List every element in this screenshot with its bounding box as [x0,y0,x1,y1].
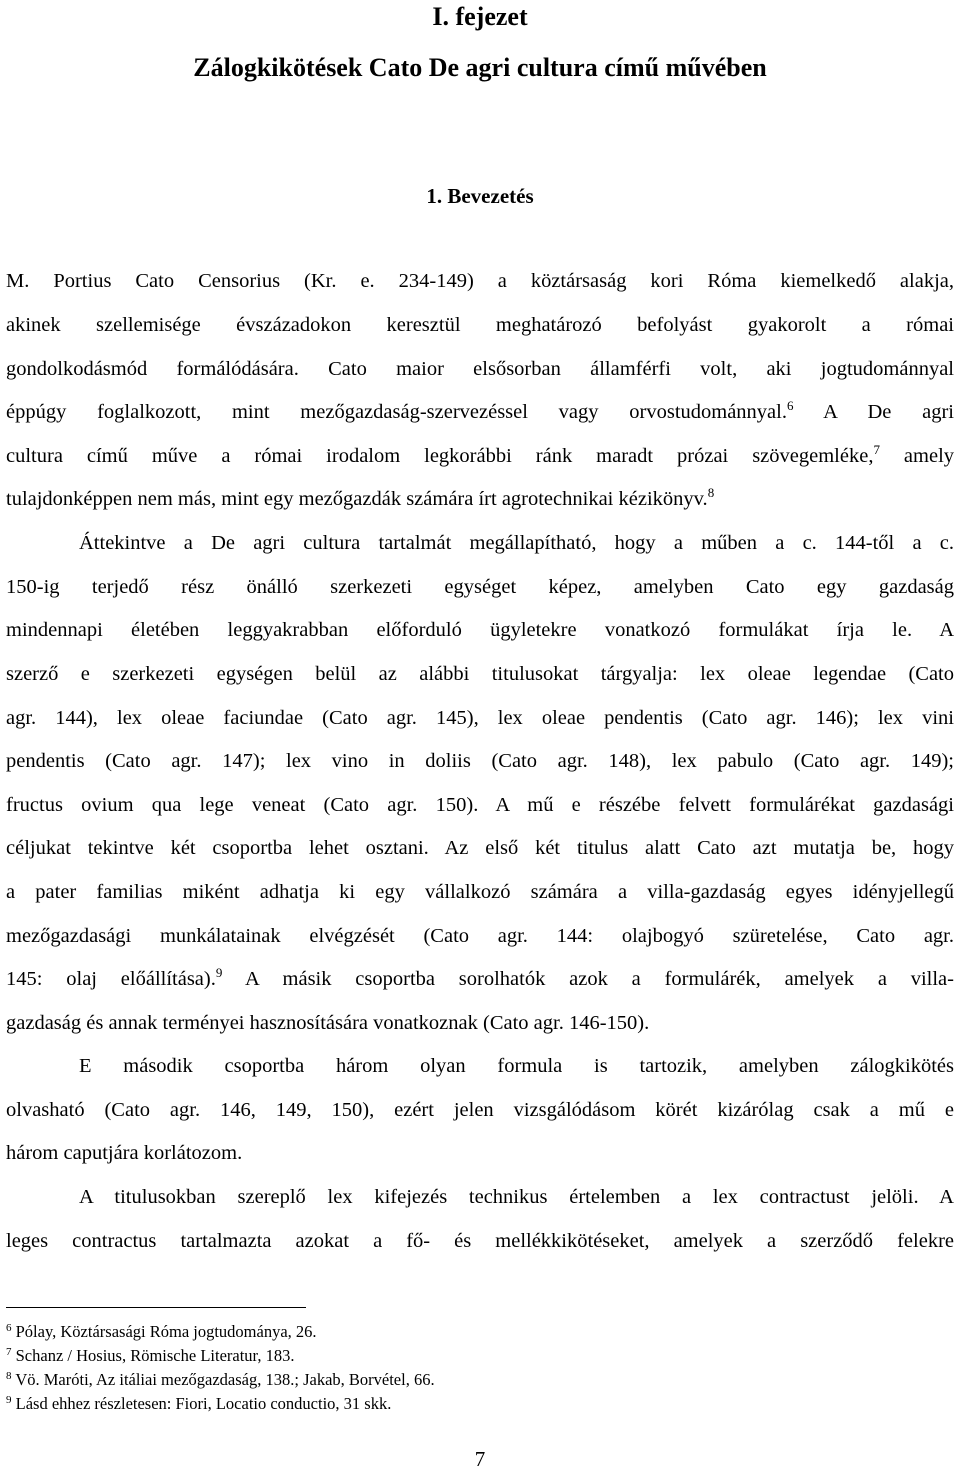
chapter-title: Zálogkikötések Cato De agri cultura című művében [193,53,767,82]
footnote-ref: 7 [873,442,880,457]
footnote-separator [6,1307,306,1308]
footnote-text: Vö. Maróti, Az itáliai mezőgazdaság, 138.; Jakab, Borvétel, 66. [15,1370,435,1389]
body-line: E második csoportba három olyan formula is tartozik, amelyben zálogkikötés [79,1055,954,1077]
footnote [6,1322,317,1342]
body-line: három caputjára korlátozom. [6,1142,243,1164]
footnote-ref: 6 [786,398,794,413]
body-segment: 145: olaj előállítása). [6,968,216,990]
body-line: akinek szellemisége évszázadokon keresztül meghatározó befolyást gyakorolt a római [6,314,954,336]
footnote [6,1346,295,1366]
body-line: szerző e szerkezeti egységen belül az alábbi titulusokat tárgyalja: lex oleae legendae (Cato [6,663,954,685]
body-line: leges contractus tartalmazta azokat a fő- és mellékkikötéseket, amelyek a szerződő felekre [6,1230,954,1252]
footnote-ref: 9 [215,965,223,980]
body-segment: éppúgy foglalkozott, mint mezőgazdaság-szervezéssel vagy orvostudománnyal. [6,401,787,423]
body-line: mezőgazdasági munkálatainak elvégzését (Cato agr. 144: olajbogyó szüretelése, Cato agr. [6,925,954,947]
footnote [6,1370,435,1390]
body-segment: amely [903,445,955,467]
footnote-text: Schanz / Hosius, Römische Literatur, 183. [15,1346,295,1365]
body-line [6,443,954,469]
footnote-number: 8 [6,1370,12,1382]
footnote-text: Lásd ehhez részletesen: Fiori, Locatio conductio, 31 skk. [15,1394,392,1413]
body-line: A titulusokban szereplő lex kifejezés technikus értelemben a lex contractust jelöli. A [79,1186,954,1208]
footnote-number: 7 [6,1346,12,1358]
body-segment: A De agri [823,401,955,423]
body-line: 150-ig terjedő rész önálló szerkezeti egységet képez, amelyben Cato egy gazdaság [6,576,954,598]
body-line: pendentis (Cato agr. 147); lex vino in doliis (Cato agr. 148), lex pabulo (Cato agr. 149); [6,750,954,772]
body-line: fructus ovium qua lege veneat (Cato agr. 150). A mű e részébe felvett formulárékat gazdasági [6,794,954,816]
body-line: olvasható (Cato agr. 146, 149, 150), ezért jelen vizsgálódásom körét kizárólag csak a mű e [6,1099,954,1121]
footnote-number: 9 [6,1394,12,1406]
body-line: gazdaság és annak terményei hasznosítására vonatkoznak (Cato agr. 146-150). [6,1012,650,1034]
body-segment: tulajdonképpen nem más, mint egy mezőgazdák számára írt agrotechnikai kézikönyv. [6,488,708,510]
body-line [6,486,954,512]
body-line: gondolkodásmód formálódására. Cato maior elsősorban államférfi volt, aki jogtudománnyal [6,358,954,380]
chapter-number: I. fejezet [432,2,528,31]
body-line: agr. 144), lex oleae faciundae (Cato agr. 145), lex oleae pendentis (Cato agr. 146); lex vini [6,707,954,729]
body-line [6,966,954,992]
body-segment: A másik csoportba sorolhatók azok a formulárék, amelyek a villa- [245,968,954,990]
body-line: céljukat tekintve két csoportba lehet osztani. Az első két titulus alatt Cato azt mutatja be, hogy [6,837,954,859]
page-number: 7 [474,1447,486,1471]
footnote [6,1394,391,1414]
body-segment: cultura című műve a római irodalom legkorábbi ránk maradt prózai szövegemléke, [6,445,874,467]
body-line: mindennapi életében leggyakrabban előforduló ügyletekre vonatkozó formulákat írja le. A [6,619,954,641]
body-line: M. Portius Cato Censorius (Kr. e. 234-149) a köztársaság kori Róma kiemelkedő alakja, [6,270,954,292]
footnote-ref: 8 [707,485,715,500]
section-heading: 1. Bevezetés [426,184,534,208]
body-line [6,399,954,425]
footnote-number: 6 [6,1322,12,1334]
body-line: a pater familias miként adhatja ki egy vállalkozó számára a villa-gazdaság egyes idényjellegű [6,881,954,903]
body-line: Áttekintve a De agri cultura tartalmát megállapítható, hogy a műben a c. 144-től a c. [79,532,954,554]
footnote-text: Pólay, Köztársasági Róma jogtudománya, 26. [15,1322,317,1341]
